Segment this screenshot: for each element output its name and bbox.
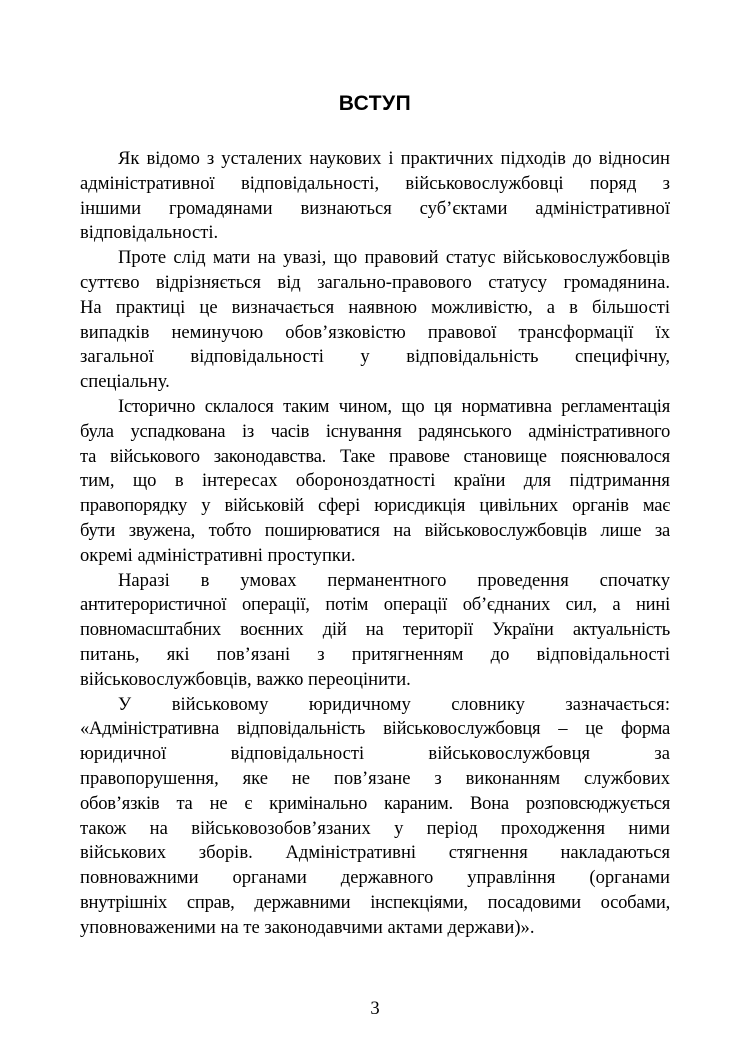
text-line: Проте слід мати на увазі, що правовий статус військовослужбовців: [118, 247, 670, 269]
text-line: обов’язків та не є кримінально караним. Вона розповсюджується: [80, 792, 670, 814]
text-line: Як відомо з усталених наукових і практичних підходів до відносин: [118, 148, 670, 169]
text-line: повномасштабних воєнних дій на території України актуальність: [80, 619, 670, 641]
text-line: загальної відповідальності у відповідальність специфічну,: [80, 346, 670, 368]
text-line: відповідальності.: [80, 222, 219, 244]
paragraph-1: [80, 147, 670, 246]
text-line: тим, що в інтересах обороноздатності країни для підтримання: [80, 470, 670, 492]
text-line: уповноваженими на те законодавчими актами держави)».: [80, 916, 535, 938]
text-line: адміністративної відповідальності, військовослужбовці поряд з: [80, 172, 670, 194]
text-line: була успадкована із часів існування радянського адміністративного: [80, 420, 670, 442]
body-text: [80, 147, 670, 941]
paragraph-3: [80, 395, 670, 569]
text-line: юридичної відповідальності військовослужбовця за: [80, 743, 670, 765]
paragraph-2: [80, 246, 670, 395]
text-line: На практиці це визначається наявною можливістю, а в більшості: [80, 296, 670, 318]
text-line: військовослужбовців, важко переоцінити.: [80, 668, 411, 690]
text-line: правопорушення, яке не пов’язане з виконанням службових: [80, 767, 670, 789]
page-number: 3: [370, 998, 380, 1019]
page-title: ВСТУП: [338, 92, 412, 115]
text-line: правопорядку у військовій сфері юрисдикція цивільних органів має: [80, 495, 670, 517]
text-line: також на військовозобов’язаних у період проходження ними: [80, 817, 670, 839]
paragraph-5: [80, 693, 670, 941]
text-line: У військовому юридичному словнику зазначається:: [118, 693, 670, 715]
text-line: «Адміністративна відповідальність військовослужбовця – це форма: [80, 718, 670, 740]
paragraph-4: [80, 569, 670, 693]
text-line: внутрішніх справ, державними інспекціями, посадовими особами,: [80, 891, 670, 913]
text-line: антитерористичної операції, потім операції об’єднаних сил, а нині: [80, 594, 670, 616]
text-line: Наразі в умовах перманентного проведення спочатку: [118, 569, 670, 591]
text-line: повноважними органами державного управління (органами: [80, 867, 670, 889]
text-line: випадків неминучою обов’язковістю правової трансформації їх: [80, 321, 670, 343]
text-line: питань, які пов’язані з притягненням до відповідальності: [80, 643, 670, 665]
text-line: військових зборів. Адміністративні стягнення накладаються: [80, 842, 670, 864]
text-line: іншими громадянами визнаються суб’єктами адміністративної: [80, 197, 670, 219]
text-line: Історично склалося таким чином, що ця нормативна регламентація: [118, 395, 670, 417]
text-line: спеціальну.: [80, 371, 170, 393]
text-line: та військового законодавства. Таке правове становище пояснювалося: [80, 445, 670, 467]
text-line: бути звужена, тобто поширюватися на військовослужбовців лише за: [80, 519, 670, 541]
text-line: окремі адміністративні проступки.: [80, 544, 356, 566]
text-line: суттєво відрізняється від загально-правового статусу громадянина.: [80, 271, 670, 293]
